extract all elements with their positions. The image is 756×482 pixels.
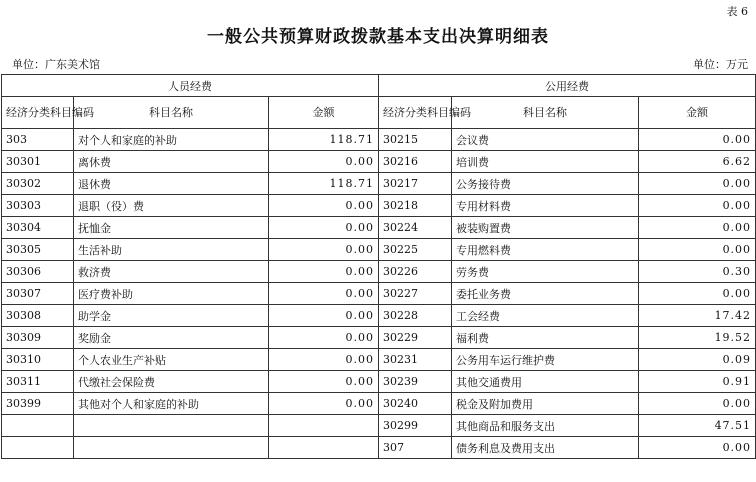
public-code-cell: 30240 (379, 393, 452, 415)
public-amount-cell: 0.00 (639, 283, 756, 305)
group-header-row (2, 75, 756, 97)
col-name-header-right: 科目名称 (452, 97, 639, 129)
public-code-cell: 30239 (379, 371, 452, 393)
personnel-amount-cell: 0.00 (269, 305, 379, 327)
public-name-cell: 工会经费 (452, 305, 639, 327)
public-code-cell: 30299 (379, 415, 452, 437)
public-name-cell: 债务利息及费用支出 (452, 437, 639, 459)
table-body (2, 129, 756, 459)
unit-organization: 单位：广东美术馆 (12, 58, 100, 71)
table-row (2, 415, 756, 437)
personnel-name-cell: 退休费 (74, 173, 269, 195)
public-amount-cell: 0.00 (639, 195, 756, 217)
public-code-cell: 30227 (379, 283, 452, 305)
personnel-code-cell: 30304 (2, 217, 74, 239)
personnel-name-cell (74, 415, 269, 437)
personnel-amount-cell: 118.71 (269, 173, 379, 195)
table-row (2, 239, 756, 261)
personnel-code-cell: 30303 (2, 195, 74, 217)
personnel-code-cell (2, 415, 74, 437)
public-amount-cell: 0.00 (639, 129, 756, 151)
table-row (2, 261, 756, 283)
personnel-name-cell: 助学金 (74, 305, 269, 327)
public-amount-cell: 0.91 (639, 371, 756, 393)
personnel-amount-cell: 0.00 (269, 151, 379, 173)
public-amount-cell: 0.00 (639, 239, 756, 261)
personnel-name-cell: 奖励金 (74, 327, 269, 349)
public-name-cell: 税金及附加费用 (452, 393, 639, 415)
personnel-code-cell: 30305 (2, 239, 74, 261)
public-name-cell: 委托业务费 (452, 283, 639, 305)
personnel-amount-cell (269, 415, 379, 437)
public-amount-cell: 47.51 (639, 415, 756, 437)
public-code-cell: 30226 (379, 261, 452, 283)
group-personnel-header: 人员经费 (2, 75, 379, 97)
personnel-code-cell: 30308 (2, 305, 74, 327)
public-code-cell: 30224 (379, 217, 452, 239)
public-code-cell: 307 (379, 437, 452, 459)
public-amount-cell: 19.52 (639, 327, 756, 349)
table-row (2, 327, 756, 349)
table-row (2, 393, 756, 415)
personnel-name-cell: 生活补助 (74, 239, 269, 261)
personnel-name-cell: 抚恤金 (74, 217, 269, 239)
public-name-cell: 培训费 (452, 151, 639, 173)
personnel-amount-cell: 0.00 (269, 327, 379, 349)
personnel-amount-cell: 0.00 (269, 349, 379, 371)
table-row (2, 349, 756, 371)
personnel-amount-cell: 0.00 (269, 283, 379, 305)
col-amount-header-left: 金额 (269, 97, 379, 129)
column-header-row (2, 97, 756, 129)
public-amount-cell: 0.00 (639, 437, 756, 459)
public-amount-cell: 0.30 (639, 261, 756, 283)
personnel-code-cell: 303 (2, 129, 74, 151)
col-code-header-left: 经济分类科目编码 (2, 97, 74, 129)
public-code-cell: 30225 (379, 239, 452, 261)
public-amount-cell: 0.00 (639, 173, 756, 195)
public-amount-cell: 0.00 (639, 217, 756, 239)
personnel-code-cell: 30309 (2, 327, 74, 349)
personnel-name-cell: 其他对个人和家庭的补助 (74, 393, 269, 415)
table-row (2, 305, 756, 327)
public-amount-cell: 6.62 (639, 151, 756, 173)
public-name-cell: 会议费 (452, 129, 639, 151)
personnel-amount-cell: 0.00 (269, 239, 379, 261)
public-code-cell: 30231 (379, 349, 452, 371)
public-name-cell: 专用材料费 (452, 195, 639, 217)
personnel-code-cell: 30302 (2, 173, 74, 195)
personnel-amount-cell (269, 437, 379, 459)
personnel-amount-cell: 0.00 (269, 371, 379, 393)
personnel-amount-cell: 0.00 (269, 261, 379, 283)
public-code-cell: 30217 (379, 173, 452, 195)
table-row (2, 217, 756, 239)
col-name-header-left: 科目名称 (74, 97, 269, 129)
personnel-name-cell: 退职（役）费 (74, 195, 269, 217)
public-name-cell: 其他商品和服务支出 (452, 415, 639, 437)
personnel-code-cell: 30310 (2, 349, 74, 371)
public-code-cell: 30215 (379, 129, 452, 151)
public-name-cell: 福利费 (452, 327, 639, 349)
personnel-amount-cell: 118.71 (269, 129, 379, 151)
public-name-cell: 公务用车运行维护费 (452, 349, 639, 371)
personnel-name-cell: 离休费 (74, 151, 269, 173)
public-code-cell: 30229 (379, 327, 452, 349)
public-name-cell: 被装购置费 (452, 217, 639, 239)
personnel-name-cell: 救济费 (74, 261, 269, 283)
table-row (2, 129, 756, 151)
personnel-code-cell: 30307 (2, 283, 74, 305)
personnel-amount-cell: 0.00 (269, 393, 379, 415)
col-amount-header-right: 金额 (639, 97, 756, 129)
personnel-code-cell: 30306 (2, 261, 74, 283)
public-name-cell: 其他交通费用 (452, 371, 639, 393)
public-name-cell: 专用燃料费 (452, 239, 639, 261)
personnel-code-cell: 30311 (2, 371, 74, 393)
public-code-cell: 30218 (379, 195, 452, 217)
expenditure-table (1, 74, 756, 459)
table-row (2, 371, 756, 393)
table-number: 表 6 (726, 5, 748, 18)
page-title: 一般公共预算财政拨款基本支出决算明细表 (207, 27, 549, 47)
personnel-name-cell: 代缴社会保险费 (74, 371, 269, 393)
public-amount-cell: 17.42 (639, 305, 756, 327)
public-code-cell: 30216 (379, 151, 452, 173)
personnel-code-cell (2, 437, 74, 459)
personnel-name-cell: 个人农业生产补贴 (74, 349, 269, 371)
public-name-cell: 劳务费 (452, 261, 639, 283)
personnel-name-cell (74, 437, 269, 459)
personnel-name-cell: 医疗费补助 (74, 283, 269, 305)
unit-currency: 单位：万元 (693, 58, 748, 71)
personnel-name-cell: 对个人和家庭的补助 (74, 129, 269, 151)
public-name-cell: 公务接待费 (452, 173, 639, 195)
table-row (2, 173, 756, 195)
personnel-amount-cell: 0.00 (269, 217, 379, 239)
public-code-cell: 30228 (379, 305, 452, 327)
personnel-code-cell: 30399 (2, 393, 74, 415)
col-code-header-right: 经济分类科目编码 (379, 97, 452, 129)
table-row (2, 283, 756, 305)
table-row (2, 195, 756, 217)
personnel-amount-cell: 0.00 (269, 195, 379, 217)
public-amount-cell: 0.09 (639, 349, 756, 371)
group-public-header: 公用经费 (379, 75, 756, 97)
table-row (2, 151, 756, 173)
public-amount-cell: 0.00 (639, 393, 756, 415)
table-row (2, 437, 756, 459)
personnel-code-cell: 30301 (2, 151, 74, 173)
